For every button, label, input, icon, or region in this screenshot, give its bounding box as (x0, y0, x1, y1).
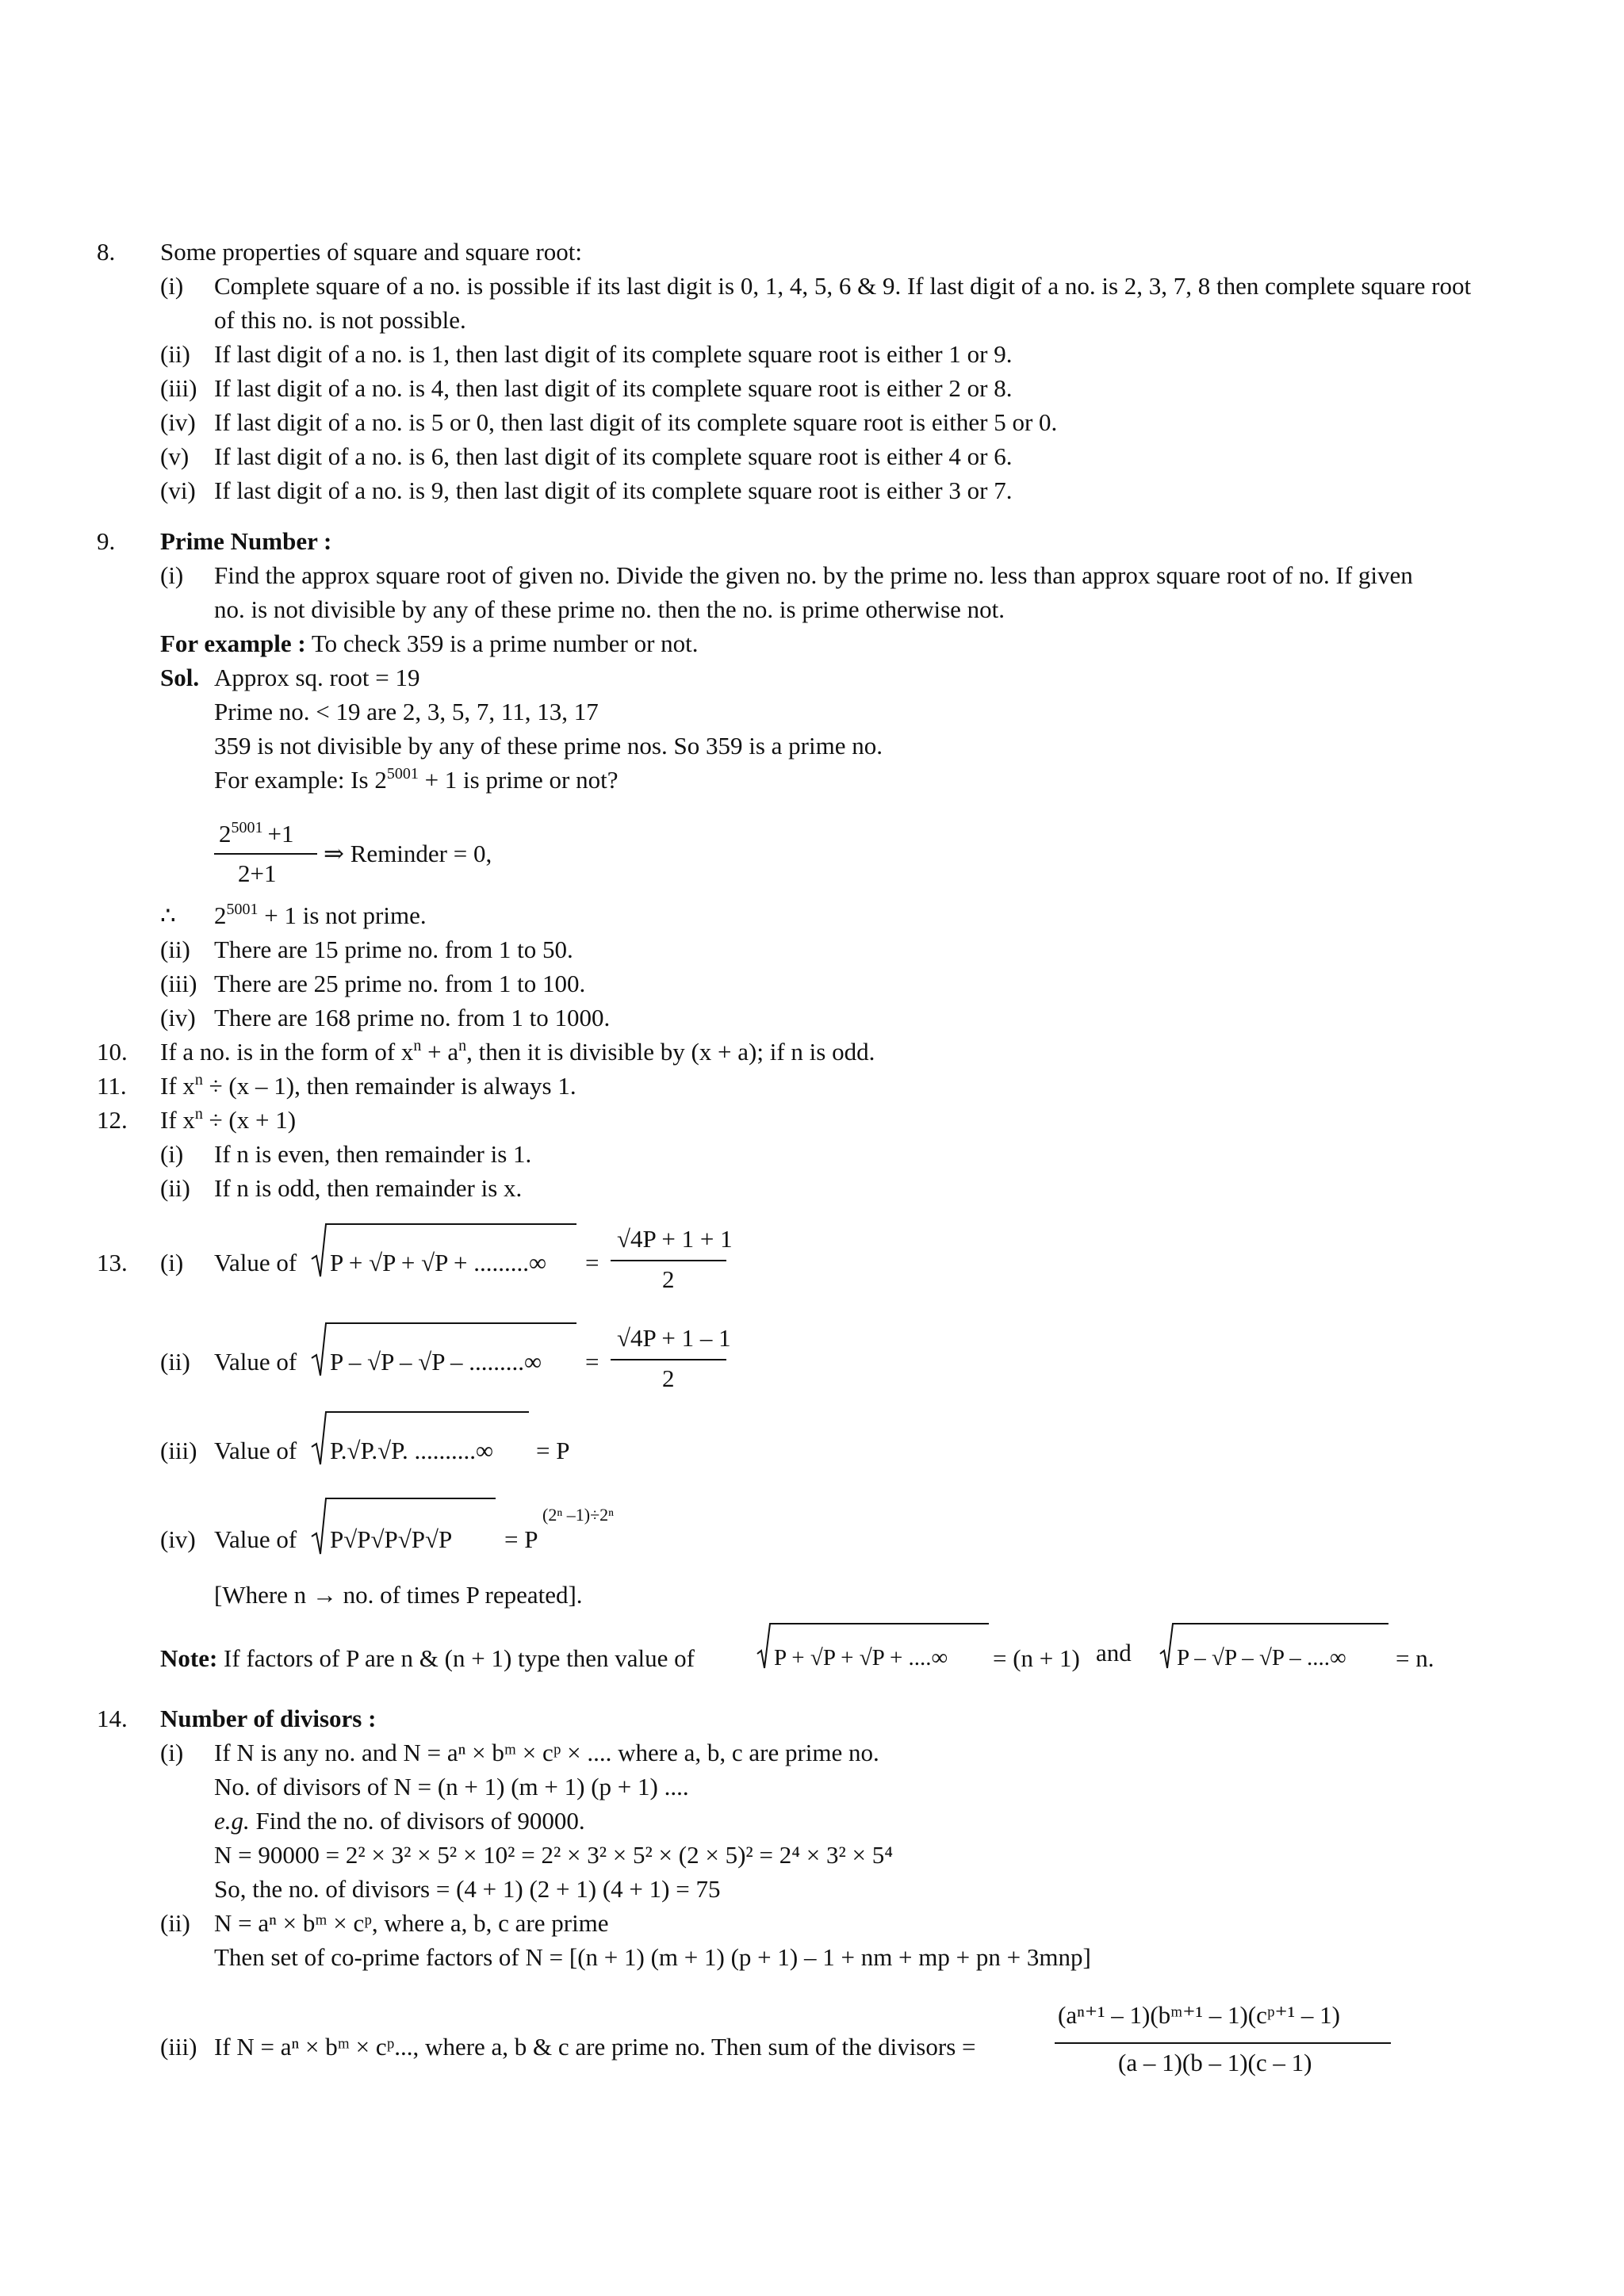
solution-label: Sol. (160, 664, 200, 691)
s12-item-text: If n is odd, then remainder is x. (214, 1174, 523, 1202)
section-12-text (160, 1103, 296, 1137)
note-line (160, 1641, 695, 1675)
s8-item-text: If last digit of a no. is 4, then last digit of its complete square root is either 2 or 8. (214, 374, 1013, 402)
section-10-text (160, 1035, 875, 1069)
s14-line: If N = aⁿ × bᵐ × cᵖ..., where a, b & c are prime no. Then sum of the divisors = (214, 2033, 976, 2061)
s14-item-label: (i) (160, 1739, 184, 1766)
fraction-denominator: 2 (662, 1265, 675, 1293)
base: 2 (214, 901, 227, 929)
s14-item-label: (ii) (160, 1909, 190, 1937)
fraction-bar (1055, 2042, 1396, 2045)
fraction-result: ⇒ Reminder = 0, (324, 840, 492, 867)
s13-item-label: (iii) (160, 1437, 197, 1464)
s14-line: So, the no. of divisors = (4 + 1) (2 + 1) (4 + 1) = 75 (214, 1875, 721, 1903)
s12-item-label: (i) (160, 1140, 184, 1168)
note-radicand: P + √P + √P + ....∞ (774, 1645, 948, 1670)
radicand: P√P√P√P√P (330, 1525, 453, 1553)
text-part: ÷ (x – 1), then remainder is always 1. (202, 1072, 576, 1100)
text-part: If a no. is in the form of x (160, 1038, 414, 1066)
note-result: = n. (1396, 1644, 1434, 1672)
base: 2 (219, 820, 232, 848)
s13-item-label: (i) (160, 1249, 184, 1276)
solution-line: Prime no. < 19 are 2, 3, 5, 7, 11, 13, 17 (214, 698, 599, 725)
vinculum (326, 1223, 580, 1226)
note-result: = (n + 1) (993, 1644, 1080, 1672)
text-part: ÷ (x + 1) (202, 1106, 297, 1134)
section-11-text (160, 1069, 576, 1103)
sum-fraction-numerator: (aⁿ⁺¹ – 1)(bᵐ⁺¹ – 1)(cᵖ⁺¹ – 1) (1058, 2001, 1340, 2029)
exponent: 5001 (226, 901, 259, 918)
s14-line: No. of divisors of N = (n + 1) (m + 1) (p + 1) .... (214, 1773, 689, 1800)
exponent: n (194, 1105, 203, 1123)
s9-item-text: There are 15 prime no. from 1 to 50. (214, 936, 573, 963)
radicand: P.√P.√P. ..........∞ (330, 1437, 494, 1464)
exponent: n (194, 1071, 203, 1089)
s12-item-label: (ii) (160, 1174, 190, 1202)
example-2-line (214, 763, 619, 797)
s8-item-text: If last digit of a no. is 9, then last digit of its complete square root is either 3 or 7. (214, 476, 1013, 504)
s8-item-text: If last digit of a no. is 6, then last digit of its complete square root is either 4 or 6. (214, 442, 1013, 470)
section-8-number: 8. (97, 238, 116, 266)
sum-fraction-denominator: (a – 1)(b – 1)(c – 1) (1118, 2049, 1312, 2076)
fraction-numerator (219, 817, 293, 851)
section-11-number: 11. (97, 1072, 127, 1100)
s14-line: Then set of co-prime factors of N = [(n + 1) (m + 1) (p + 1) – 1 + nm + mp + pn + 3mnp] (214, 1943, 1091, 1971)
radical-sign (311, 1322, 327, 1379)
exponent: 5001 (231, 819, 263, 836)
note-label: Note: (160, 1644, 218, 1672)
result: = P (536, 1437, 570, 1464)
note-radicand: P – √P – √P – ....∞ (1177, 1645, 1346, 1670)
s9-item-label: (iii) (160, 970, 197, 997)
s9-example-line (160, 626, 699, 660)
s14-item-label: (iii) (160, 2033, 197, 2061)
s8-item-label: (vi) (160, 476, 196, 504)
s12-item-text: If n is even, then remainder is 1. (214, 1140, 532, 1168)
s9-item-label: (iv) (160, 1004, 196, 1031)
s13-item-label: (iv) (160, 1525, 196, 1553)
exponent: n (413, 1037, 422, 1054)
result: = P (504, 1525, 538, 1553)
text-part: If x (160, 1106, 195, 1134)
exponent: n (458, 1037, 467, 1054)
s8-item-label: (v) (160, 442, 190, 470)
solution-line: Approx sq. root = 19 (214, 664, 420, 691)
s8-item-text-continued: of this no. is not possible. (214, 306, 466, 334)
eg-text: Find the no. of divisors of 90000. (249, 1807, 585, 1835)
value-of-label: Value of (214, 1348, 297, 1376)
equals-sign: = (585, 1249, 599, 1276)
value-of-label: Value of (214, 1525, 297, 1553)
section-12-number: 12. (97, 1106, 128, 1134)
section-14-number: 14. (97, 1705, 128, 1732)
text-part: If x (160, 1072, 195, 1100)
radical-sign (1159, 1622, 1174, 1671)
vinculum (326, 1498, 500, 1501)
vinculum (326, 1322, 580, 1326)
conclusion-text: + 1 is not prime. (258, 901, 427, 929)
s8-item-text: If last digit of a no. is 1, then last digit of its complete square root is either 1 or 9. (214, 340, 1013, 368)
value-of-label: Value of (214, 1437, 297, 1464)
s14-line (214, 1804, 585, 1838)
s8-item-label: (iii) (160, 374, 197, 402)
s13-item-label: (ii) (160, 1348, 190, 1376)
s9-item-text: There are 168 prime no. from 1 to 1000. (214, 1004, 611, 1031)
fraction-bar (214, 852, 325, 855)
s8-item-label: (i) (160, 272, 184, 300)
fraction-numerator: √4P + 1 – 1 (617, 1324, 731, 1352)
s9-item-label: (ii) (160, 936, 190, 963)
value-of-label: Value of (214, 1249, 297, 1276)
vinculum (326, 1411, 532, 1414)
numerator-rest: +1 (267, 820, 294, 848)
where-note: [Where n → no. of times P repeated]. (214, 1581, 583, 1609)
conclusion-line (214, 898, 427, 932)
note-and: and (1096, 1639, 1132, 1667)
eg-label: e.g. (214, 1807, 250, 1835)
vinculum (770, 1623, 992, 1626)
radical-sign (311, 1410, 327, 1468)
exponent: 5001 (386, 765, 419, 783)
section-13-number: 13. (97, 1249, 128, 1276)
s9-item-text-continued: no. is not divisible by any of these prime no. then the no. is prime otherwise not. (214, 595, 1005, 623)
section-8-heading: Some properties of square and square root: (160, 238, 583, 266)
s8-item-label: (iv) (160, 408, 196, 436)
radical-sign (311, 1223, 327, 1280)
equals-sign: = (585, 1348, 599, 1376)
radical-sign (756, 1622, 771, 1671)
s14-line: N = aⁿ × bᵐ × cᵖ, where a, b, c are prime (214, 1909, 609, 1937)
section-14-heading: Number of divisors : (160, 1705, 377, 1732)
fraction-numerator: √4P + 1 + 1 (617, 1225, 733, 1253)
text-part: + a (421, 1038, 459, 1066)
section-10-number: 10. (97, 1038, 128, 1066)
section-9-number: 9. (97, 527, 116, 555)
example-2-text: + 1 is prime or not? (418, 766, 619, 794)
therefore-symbol: ∴ (160, 901, 176, 929)
vinculum (1173, 1623, 1395, 1626)
s8-item-label: (ii) (160, 340, 190, 368)
example-label: For example : (160, 629, 306, 657)
s9-item-text: There are 25 prime no. from 1 to 100. (214, 970, 586, 997)
example-2-text: For example: Is 2 (214, 766, 387, 794)
text-part: , then it is divisible by (x + a); if n is odd. (466, 1038, 875, 1066)
s14-line: If N is any no. and N = aⁿ × bᵐ × cᵖ × .... where a, b, c are prime no. (214, 1739, 879, 1766)
radical-sign (311, 1497, 327, 1557)
example-text: To check 359 is a prime number or not. (311, 629, 699, 657)
result-exponent: (2ⁿ –1)÷2ⁿ (542, 1505, 615, 1525)
s8-item-text: If last digit of a no. is 5 or 0, then last digit of its complete square root is either 5 or 0. (214, 408, 1058, 436)
s9-item-text: Find the approx square root of given no. Divide the given no. by the prime no. less than approx square root of no. If given (214, 561, 1413, 589)
radicand: P + √P + √P + .........∞ (330, 1249, 547, 1276)
s9-item-label: (i) (160, 561, 184, 589)
section-9-heading: Prime Number : (160, 527, 332, 555)
radicand: P – √P – √P – .........∞ (330, 1348, 542, 1376)
fraction-denominator: 2+1 (238, 859, 277, 887)
s14-line: N = 90000 = 2² × 3² × 5² × 10² = 2² × 3² × 5² × (2 × 5)² = 2⁴ × 3² × 5⁴ (214, 1841, 894, 1869)
solution-line: 359 is not divisible by any of these prime nos. So 359 is a prime no. (214, 732, 883, 760)
fraction-denominator: 2 (662, 1364, 675, 1392)
note-text: If factors of P are n & (n + 1) type then value of (224, 1644, 695, 1672)
s8-item-text: Complete square of a no. is possible if its last digit is 0, 1, 4, 5, 6 & 9. If last digit of a no. is 2, 3, 7, 8 then complete square root (214, 272, 1472, 300)
